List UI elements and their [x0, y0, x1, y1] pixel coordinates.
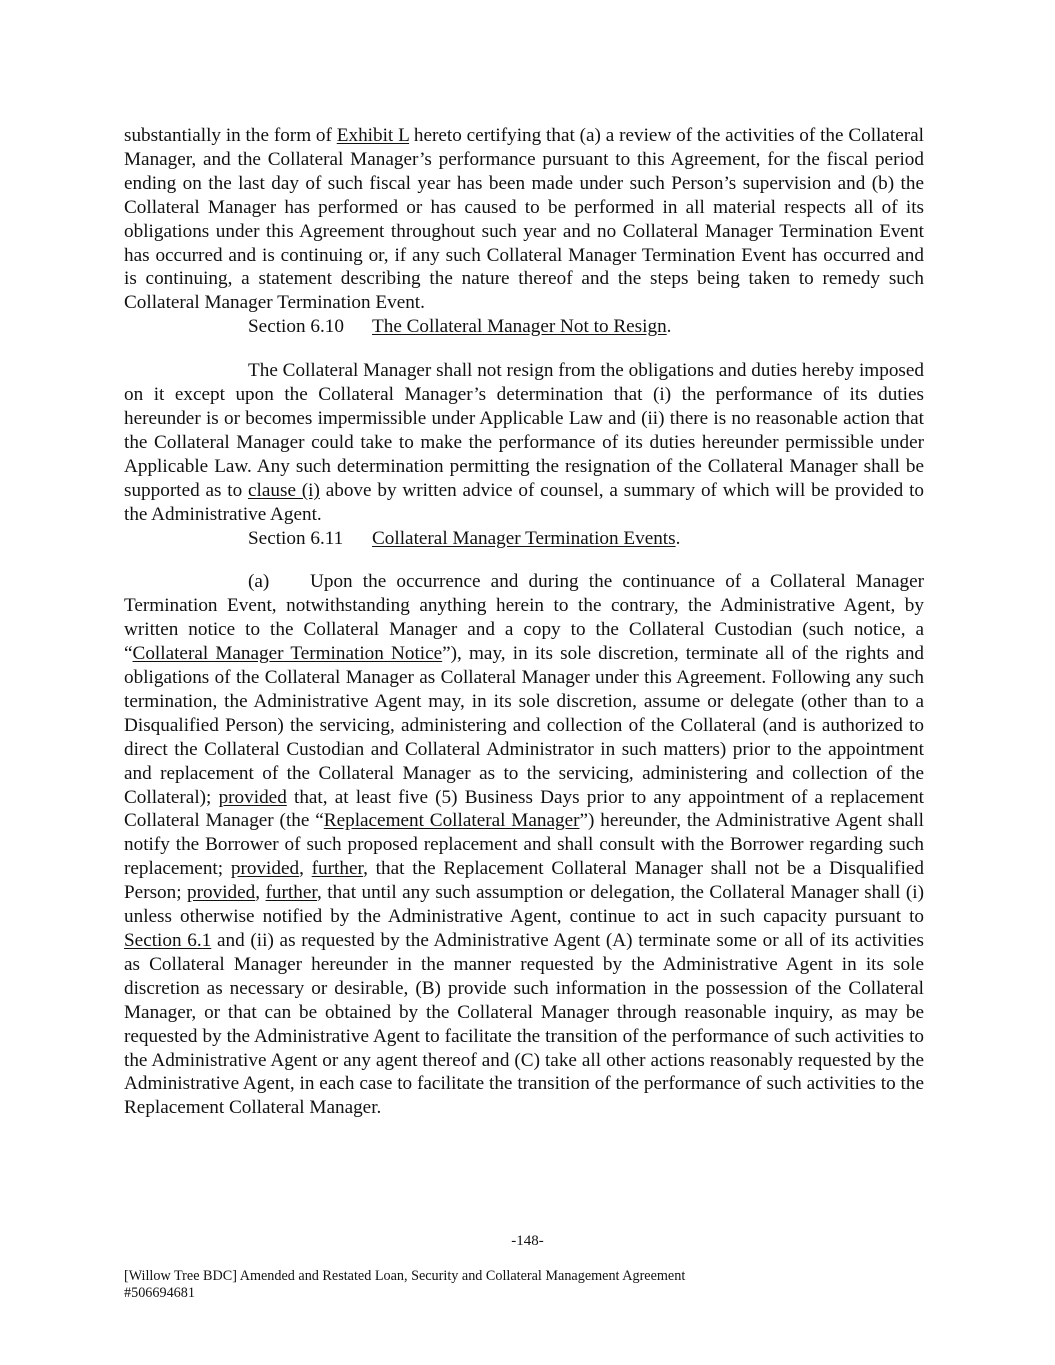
footer: [124, 1268, 685, 1301]
section-title: The Collateral Manager Not to Resign: [372, 316, 667, 338]
section-reference: Section 6.1: [124, 930, 212, 951]
section-number: Section 6.10: [248, 316, 344, 338]
exhibit-reference: Exhibit L: [336, 125, 410, 146]
page-number: -148-: [511, 1233, 544, 1249]
section-6-10-heading: Section 6.10 The Collateral Manager Not to Resign.: [248, 316, 672, 338]
section-title: Collateral Manager Termination Events: [372, 527, 676, 549]
defined-term: provided: [218, 786, 287, 808]
defined-term: Replacement Collateral Manager: [323, 810, 580, 832]
footer-doc-id: #506694681: [124, 1284, 195, 1301]
defined-term: further: [311, 858, 364, 880]
paragraph-certification: substantially in the form of Exhibit L hereto certifying that (a) a review of the activities of the Collateral Manager, and the Collateral Manager’s performance pursuant to this Agreement, for the fiscal period ending on the last day of such fiscal year has been made under such Person’s supervision and (b) the Collateral Manager has performed or has caused to be performed in all material respects all of its obligations under this Agreement throughout such year and no Collateral Manager Termination Event has occurred and is continuing or, if any such Collateral Manager Termination Event has occurred and is continuing, a statement describing the nature thereof and the steps being taken to remedy such Collateral Manager Termination Event.: [124, 125, 924, 314]
paragraph-label: (a): [248, 571, 270, 593]
section-number: Section 6.11: [248, 527, 344, 549]
section-6-10-paragraph: The Collateral Manager shall not resign from the obligations and duties hereby imposed on it except upon the Collateral Manager’s determination that (i) the performance of its duties hereunder is or becomes impermissible under Applicable Law and (ii) there is no reasonable action that the Collateral Manager could take to make the performance of its duties hereunder permissible under Applicable Law. Any such determination permitting the resignation of the Collateral Manager shall be supported as to clause (i) above by written advice of counsel, a summary of which will be provided to the Administrative Agent.: [124, 360, 924, 525]
footer-title: [Willow Tree BDC] Amended and Restated Loan, Security and Collateral Management Agreement: [124, 1268, 686, 1284]
clause-reference: clause (i): [248, 479, 320, 501]
defined-term: further: [265, 882, 317, 904]
document-body: [124, 124, 924, 1120]
defined-term: provided: [187, 882, 256, 904]
defined-term: provided: [230, 858, 300, 880]
section-6-11-heading: Section 6.11 Collateral Manager Termination Events.: [248, 527, 681, 549]
section-6-11-paragraph-a: (a) Upon the occurrence and during the continuance of a Collateral Manager Termination Event, notwithstanding anything herein to the contrary, the Administrative Agent, by written notice to the Collateral Manager and a copy to the Collateral Custodian (such notice, a “Collateral Manager Termination Notice”), may, in its sole discretion, terminate all of the rights and obligations of the Collateral Manager as Collateral Manager under this Agreement. Following any such termination, the Administrative Agent may, in its sole discretion, assume or delegate (other than to a Disqualified Person) the servicing, administering and collection of the Collateral (and is authorized to direct the Collateral Custodian and Collateral Administrator in such matters) prior to the appointment and replacement of the Collateral Manager as to the servicing, administering and collection of the Collateral); provided that, at least five (5) Business Days prior to any appointment of a replacement Collateral Manager (the “Replacement Collateral Manager”) hereunder, the Administrative Agent shall notify the Borrower of such proposed replacement and shall consult with the Borrower regarding such replacement; provided, further, that the Replacement Collateral Manager shall not be a Disqualified Person; provided, further, that until any such assumption or delegation, the Collateral Manager shall (i) unless otherwise notified by the Administrative Agent, continue to act in such capacity pursuant to Section 6.1 and (ii) as requested by the Administrative Agent (A) terminate some or all of its activities as Collateral Manager hereunder in the manner requested by the Administrative Agent in its sole discretion as necessary or desirable, (B) provide such information in the possession of the Collateral Manager, or that can be obtained by the Collateral Manager through reasonable inquiry, as may be requested by the Administrative Agent to facilitate the transition of the performance of such activities to the Administrative Agent or any agent thereof and (C) take all other actions reasonably requested by the Administrative Agent, in each case to facilitate the transition of the performance of such activities to the Replacement Collateral Manager.: [124, 571, 925, 1119]
defined-term: Collateral Manager Termination Notice: [132, 643, 443, 665]
